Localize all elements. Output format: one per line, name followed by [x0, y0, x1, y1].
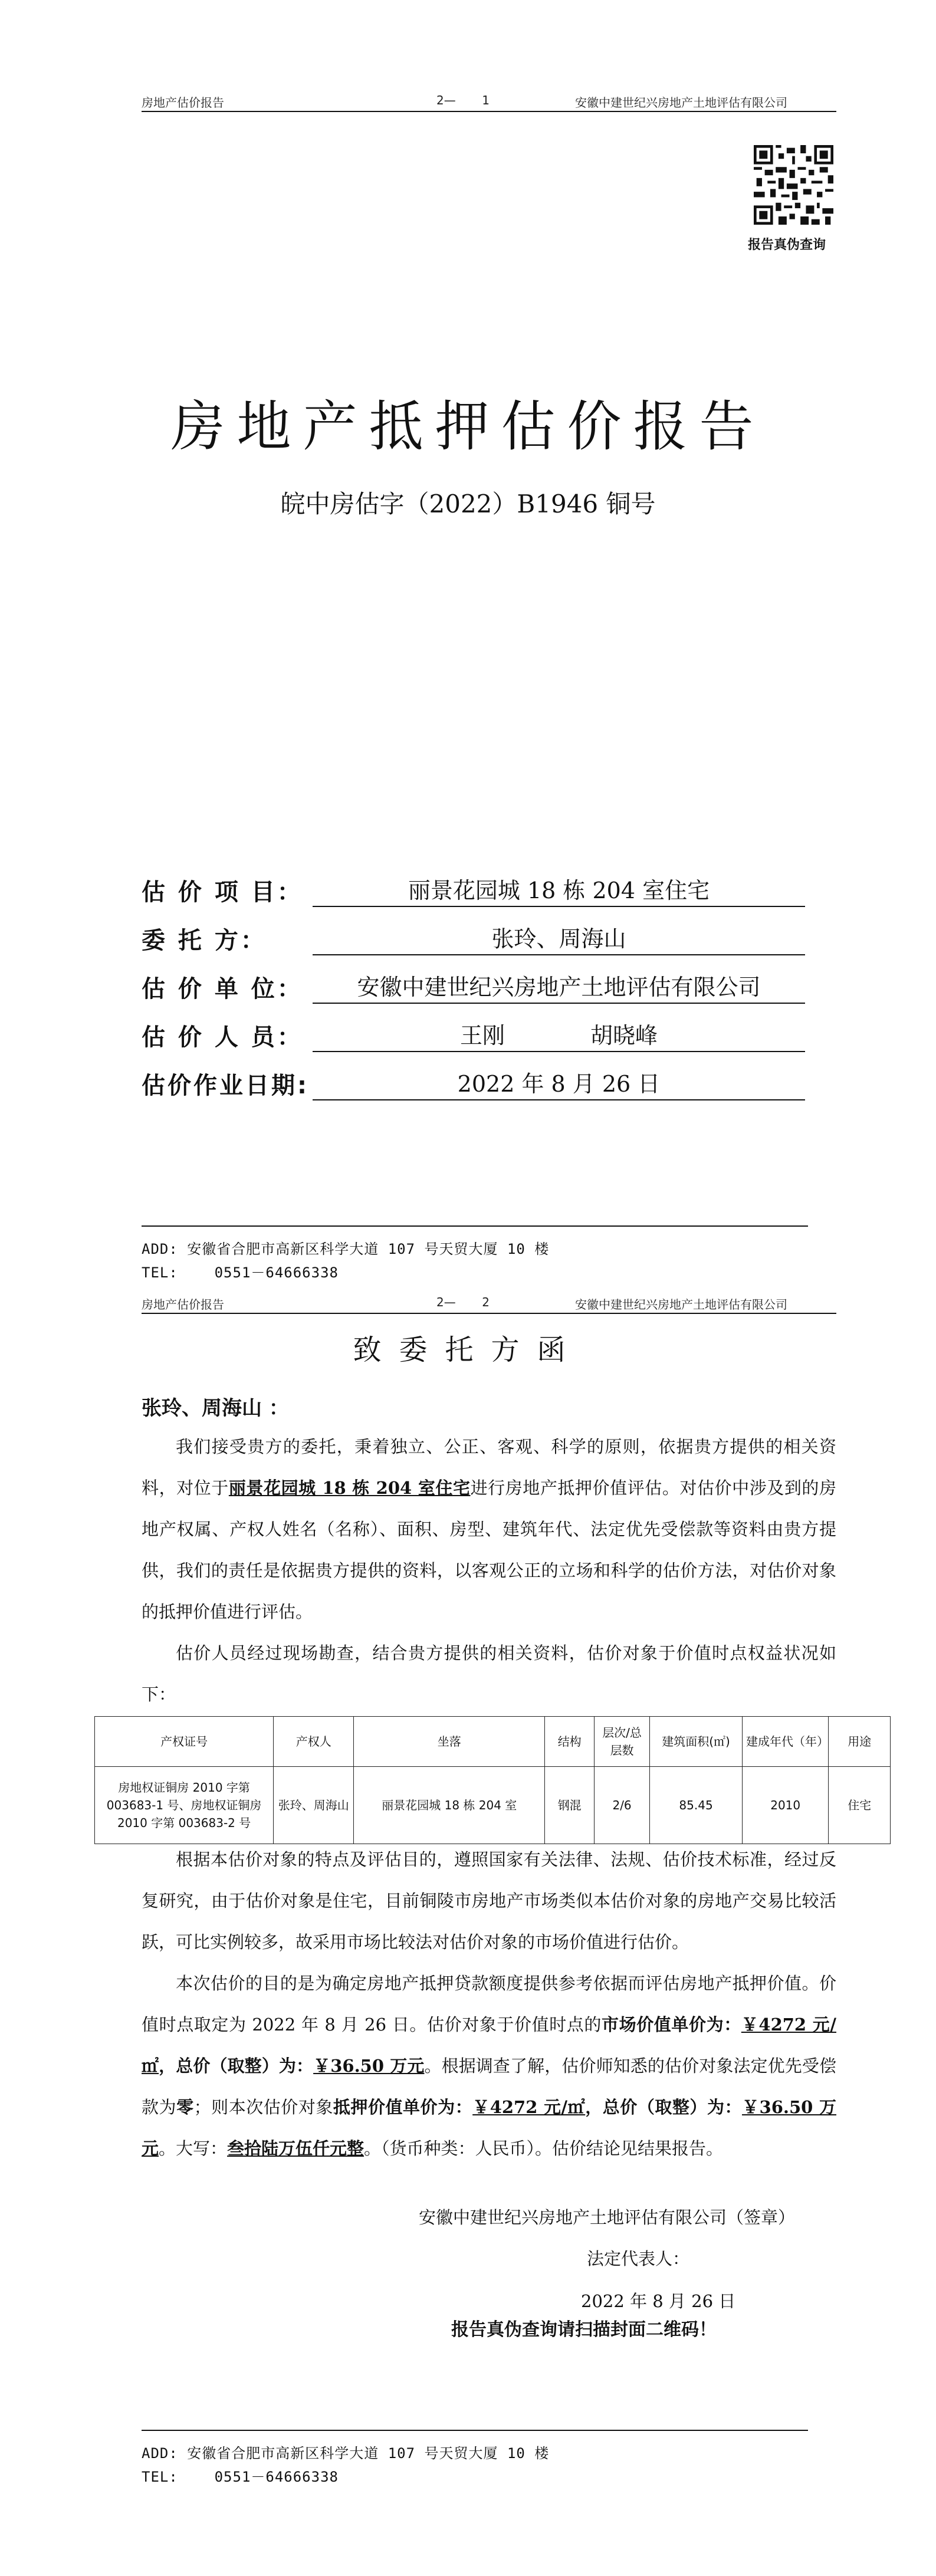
table-cell-certificate: 房地权证铜房 2010 字第 003683-1 号、房地权证铜房 2010 字第 003683-2 号	[95, 1767, 274, 1844]
table-header-row	[95, 1717, 891, 1767]
market-unit-price: ￥4272 元/㎡	[142, 2015, 836, 2076]
para4-text: 。（货币种类：人民币）。估价结论见结果报告。	[364, 2138, 724, 2158]
page2-header-right: 安徽中建世纪兴房地产土地评估有限公司	[575, 1297, 787, 1312]
mortgage-unit-price: ￥4272 元/㎡	[472, 2097, 586, 2117]
info-row-date	[142, 1065, 805, 1100]
letter-paragraph-2: 估价人员经过现场勘查，结合贵方提供的相关资料，估价对象于价值时点权益状况如下：	[142, 1643, 836, 1704]
page1-footer-address: ADD: 安徽省合肥市高新区科学大道 107 号天贸大厦 10 楼	[142, 1241, 550, 1257]
info-value: 张玲、周海山	[313, 921, 805, 955]
page1-footer-tel: TEL: 0551－64666338	[142, 1264, 339, 1281]
page1-header-page-number: 2— 1	[436, 93, 490, 107]
para4-text: 。根据调查了解，估价师知悉的估价对象法定优先受偿款为	[142, 2056, 836, 2117]
property-rights-table	[94, 1716, 891, 1844]
page1-footer-rule	[142, 1225, 808, 1227]
table-header-cell: 产权证号	[95, 1717, 274, 1767]
info-label: 委 托 方：	[142, 927, 267, 954]
info-label: 估 价 项 目：	[142, 879, 303, 906]
market-total-label: ，总价（取整）为：	[159, 2056, 314, 2076]
table-cell-usage: 住宅	[829, 1767, 891, 1844]
table-header-cell: 建筑面积(㎡)	[650, 1717, 743, 1767]
table-header-cell: 用途	[829, 1717, 891, 1767]
verification-note: 报告真伪查询请扫描封面二维码！	[451, 2319, 717, 2340]
table-header-cell: 产权人	[274, 1717, 354, 1767]
table-header-cell: 层次/总层数	[595, 1717, 650, 1767]
table-header-cell: 结构	[545, 1717, 595, 1767]
mortgage-total-label: ，总价（取整）为：	[585, 2097, 743, 2117]
para4-text: ；则本次估价对象	[193, 2097, 333, 2117]
qr-label: 报告真伪查询	[748, 238, 826, 252]
table-cell-location: 丽景花园城 18 栋 204 室	[354, 1767, 545, 1844]
para1-text-a: 我们接受贵方的委托，秉着独立、公正、客观、科学的原则，依据贵方提供的相关资料，对位于	[142, 1437, 836, 1498]
letter-paragraph-4	[142, 1963, 836, 2169]
table-cell-owner: 张玲、周海山	[274, 1767, 354, 1844]
page1-header-rule	[142, 111, 836, 112]
market-total-price: ￥36.50 万元	[313, 2056, 425, 2076]
page2-header-left: 房地产估价报告	[142, 1297, 224, 1312]
page2-header-rule	[142, 1313, 836, 1314]
mortgage-unit-price-label: 抵押价值单价为：	[333, 2097, 473, 2117]
legal-representative-label: 法定代表人：	[587, 2249, 690, 2269]
para4-text: 本次估价的目的是为确定房地产抵押贷款额度提供参考依据而评估房地产抵押价值。价值时点取定为 2022 年 8 月 26 日。估价对象于价值时点的	[142, 1973, 836, 2035]
info-value: 王刚 胡晓峰	[313, 1017, 805, 1052]
page1-header-left: 房地产估价报告	[142, 96, 224, 110]
market-unit-price-label: 市场价值单价为：	[602, 2015, 741, 2035]
letter-title: 致委托方函	[353, 1333, 583, 1366]
salutation: 张玲、周海山 ：	[142, 1397, 289, 1420]
info-row-project	[142, 872, 805, 907]
page2-footer-rule	[142, 2430, 808, 2431]
mortgage-total-price: ￥36.50 万元	[142, 2097, 836, 2158]
table-cell-structure: 钢混	[545, 1767, 595, 1844]
table-header-cell: 坐落	[354, 1717, 545, 1767]
report-number: 皖中房估字（2022）B1946 铜号	[280, 489, 656, 518]
qr-code-icon[interactable]	[754, 145, 833, 225]
info-value: 安徽中建世纪兴房地产土地评估有限公司	[313, 969, 805, 1004]
info-label: 估价作业日期:	[142, 1072, 309, 1099]
report-title: 房地产抵押估价报告	[170, 395, 766, 458]
property-address-highlight: 丽景花园城 18 栋 204 室住宅	[228, 1478, 471, 1498]
signature-company: 安徽中建世纪兴房地产土地评估有限公司（签章）	[419, 2207, 796, 2227]
table-cell-year: 2010	[742, 1767, 828, 1844]
para4-text: 。大写：	[159, 2138, 228, 2158]
para1-text-c: 进行房地产抵押价值评估。对估价中涉及到的房地产权属、产权人姓名（名称）、面积、房型、建筑年代、法定优先受偿款等资料由贵方提供，我们的责任是依据贵方提供的资料，以客观公正的立场和科学的估价方法，对估价对象的抵押价值进行评估。	[142, 1478, 836, 1622]
amount-in-words: 叁拾陆万伍仟元整	[227, 2138, 364, 2158]
info-row-client	[142, 920, 805, 955]
letter-paragraph-1	[142, 1426, 836, 1632]
info-row-appraiser-company	[142, 968, 805, 1004]
page2-footer-address: ADD: 安徽省合肥市高新区科学大道 107 号天贸大厦 10 楼	[142, 2445, 550, 2462]
priority-claim-amount: 零	[176, 2097, 194, 2117]
info-label: 估 价 单 位：	[142, 975, 303, 1003]
table-cell-floor: 2/6	[595, 1767, 650, 1844]
info-label: 估 价 人 员：	[142, 1024, 303, 1051]
page1-header-right: 安徽中建世纪兴房地产土地评估有限公司	[575, 96, 787, 110]
signature-date: 2022 年 8 月 26 日	[581, 2291, 736, 2311]
table-header-cell: 建成年代（年）	[742, 1717, 828, 1767]
info-row-appraisers	[142, 1017, 805, 1052]
table-cell-area: 85.45	[650, 1767, 743, 1844]
letter-paragraph-3: 根据本估价对象的特点及评估目的，遵照国家有关法律、法规、估价技术标准，经过反复研究，由于估价对象是住宅，目前铜陵市房地产市场类似本估价对象的房地产交易比较活跃，可比实例较多，故采用市场比较法对估价对象的市场价值进行估价。	[142, 1849, 836, 1952]
info-value: 2022 年 8 月 26 日	[313, 1066, 805, 1100]
page2-footer-tel: TEL: 0551－64666338	[142, 2469, 339, 2485]
info-value: 丽景花园城 18 栋 204 室住宅	[313, 872, 805, 907]
table-row	[95, 1767, 891, 1844]
page2-header-page-number: 2— 2	[436, 1295, 490, 1309]
